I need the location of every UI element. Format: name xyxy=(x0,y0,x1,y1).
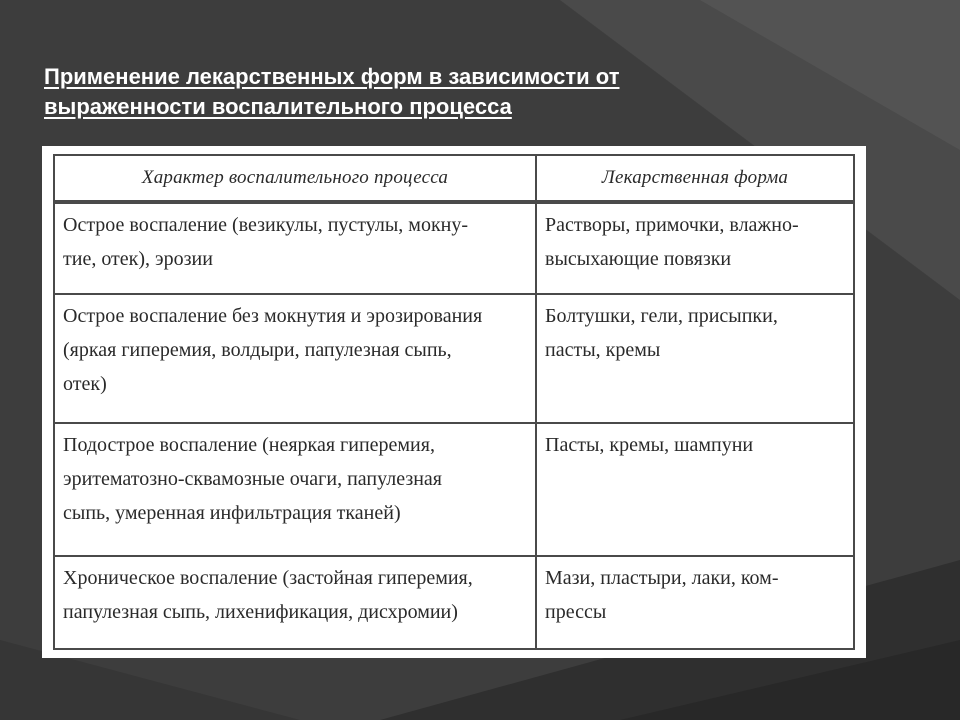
cell-line: тие, отек), эрозии xyxy=(63,248,213,270)
header-dosage-form: Лекарственная форма xyxy=(536,155,854,202)
header-process-character: Характер воспалительного процесса xyxy=(54,155,536,202)
process-cell xyxy=(54,294,536,423)
slide-title-line-1: Применение лекарственных форм в зависимости от xyxy=(44,64,620,89)
inflammation-dosage-form-table xyxy=(53,154,855,650)
cell-line: отек) xyxy=(63,373,107,396)
table-row xyxy=(54,556,854,649)
cell-line: прессы xyxy=(545,600,607,623)
table-row xyxy=(54,294,854,423)
slide-title xyxy=(44,62,804,122)
process-cell xyxy=(54,423,536,556)
form-cell xyxy=(536,294,854,423)
cell-line: Растворы, примочки, влажно- xyxy=(545,214,799,236)
slide-title-line-2: выраженности воспалительного процесса xyxy=(44,94,512,119)
cell-line: Мази, пластыри, лаки, ком- xyxy=(545,566,779,589)
cell-line: Хроническое воспаление (застойная гиперемия, xyxy=(63,566,473,589)
form-cell xyxy=(536,202,854,294)
table-row xyxy=(54,423,854,556)
process-cell xyxy=(54,202,536,294)
cell-line: пасты, кремы xyxy=(545,339,661,362)
cell-line: эритематозно-сквамозные очаги, папулезная xyxy=(63,467,442,490)
cell-line: Пасты, кремы, шампуни xyxy=(545,433,754,456)
cell-line: Острое воспаление (везикулы, пустулы, мокну- xyxy=(63,214,469,236)
form-cell xyxy=(536,556,854,649)
cell-line: Острое воспаление без мокнутия и эрозирования xyxy=(63,305,483,328)
cell-line: Подострое воспаление (неяркая гиперемия, xyxy=(63,433,435,456)
cell-line: Болтушки, гели, присыпки, xyxy=(545,305,778,328)
cell-line: (яркая гиперемия, волдыри, папулезная сыпь, xyxy=(63,339,452,362)
process-cell xyxy=(54,556,536,649)
cell-line: высыхающие повязки xyxy=(545,248,732,270)
cell-line: сыпь, умеренная инфильтрация тканей) xyxy=(63,501,401,524)
table-header-row xyxy=(54,155,854,202)
form-cell xyxy=(536,423,854,556)
cell-line: папулезная сыпь, лихенификация, дисхромии) xyxy=(63,600,458,623)
table-panel xyxy=(42,146,866,658)
table-row xyxy=(54,202,854,294)
